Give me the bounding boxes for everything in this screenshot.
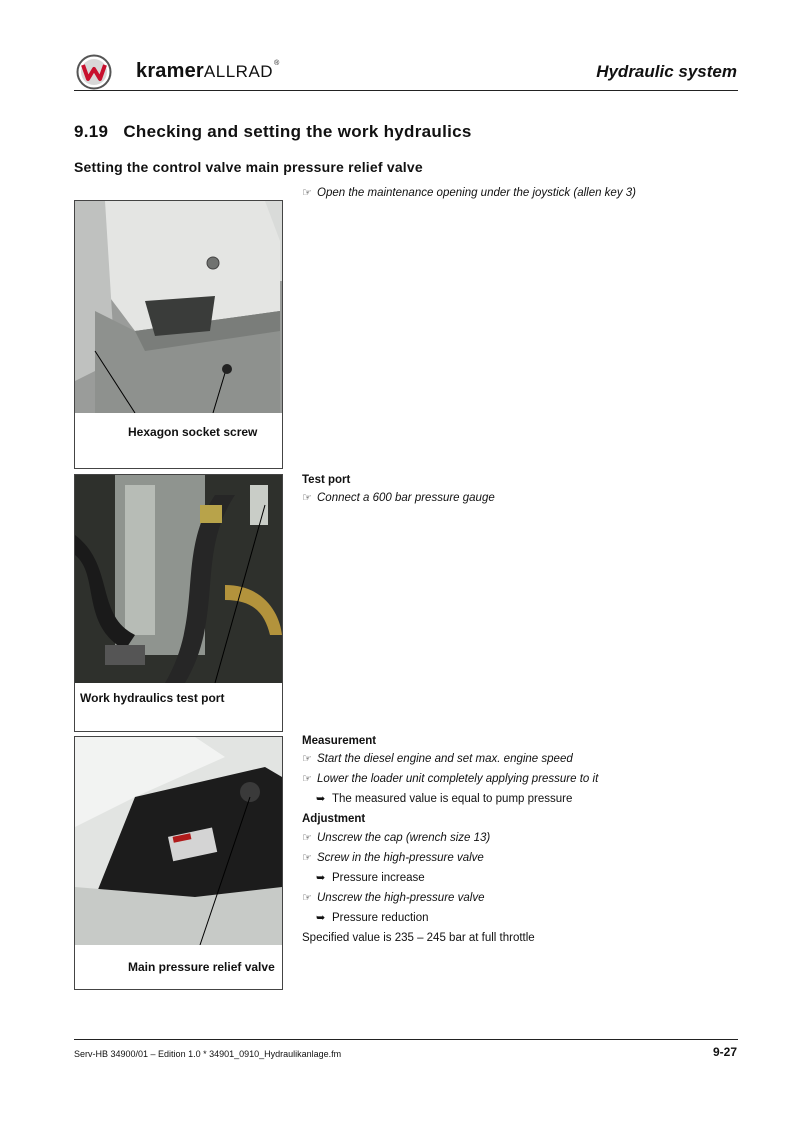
header-divider bbox=[74, 90, 738, 91]
figure-caption: Work hydraulics test port bbox=[80, 691, 225, 705]
section-title: 9.19 Checking and setting the work hydraulics bbox=[74, 122, 472, 141]
brand-bold: kramer bbox=[136, 60, 204, 82]
instruction-text: Open the maintenance opening under the joystick (allen key 3) bbox=[317, 187, 637, 199]
figure-caption: Hexagon socket screw bbox=[128, 425, 258, 439]
footer-divider bbox=[74, 1039, 738, 1040]
hand-pointer-icon: ☞ bbox=[302, 773, 312, 785]
hand-pointer-icon: ☞ bbox=[302, 492, 312, 504]
figure-caption: Main pressure relief valve bbox=[128, 960, 275, 974]
instruction-text: Unscrew the cap (wrench size 13) bbox=[317, 832, 491, 844]
figure-hexagon-socket-screw bbox=[74, 200, 283, 469]
result-text: Pressure reduction bbox=[332, 912, 429, 924]
step-unscrew-cap bbox=[302, 831, 490, 845]
hand-pointer-icon: ☞ bbox=[302, 832, 312, 844]
page-number: 9-27 bbox=[712, 1045, 737, 1059]
photo-test-port bbox=[75, 475, 282, 683]
result-arrow-icon: ➥ bbox=[316, 912, 326, 924]
step-unscrew-valve bbox=[302, 891, 484, 905]
instruction-text: Start the diesel engine and set max. engine speed bbox=[317, 753, 573, 765]
photo-maintenance-opening bbox=[75, 201, 282, 413]
instruction-text: Unscrew the high-pressure valve bbox=[317, 892, 485, 904]
test-port-heading: Test port bbox=[302, 474, 351, 486]
brand-name bbox=[136, 60, 279, 83]
result-arrow-icon: ➥ bbox=[316, 793, 326, 805]
specified-value: Specified value is 235 – 245 bar at full throttle bbox=[302, 932, 535, 944]
section-subtitle: Setting the control valve main pressure relief valve bbox=[74, 159, 423, 175]
adjustment-heading: Adjustment bbox=[302, 813, 366, 825]
step-start-engine bbox=[302, 752, 573, 766]
header-title: Hydraulic system bbox=[596, 62, 737, 81]
result-pump-pressure bbox=[316, 792, 572, 806]
footer-doc-info: Serv-HB 34900/01 – Edition 1.0 * 34901_0910_Hydraulikanlage.fm bbox=[74, 1049, 342, 1059]
hand-pointer-icon: ☞ bbox=[302, 753, 312, 765]
hand-pointer-icon: ☞ bbox=[302, 187, 312, 199]
kramer-logo-icon bbox=[76, 54, 112, 90]
result-text: Pressure increase bbox=[332, 872, 425, 884]
result-arrow-icon: ➥ bbox=[316, 872, 326, 884]
step-open-maintenance bbox=[302, 186, 636, 200]
hand-pointer-icon: ☞ bbox=[302, 892, 312, 904]
result-pressure-reduction bbox=[316, 911, 429, 925]
step-lower-loader bbox=[302, 772, 598, 786]
figure-main-pressure-relief-valve bbox=[74, 736, 283, 990]
step-screw-in-valve bbox=[302, 851, 484, 865]
photo-relief-valve bbox=[75, 737, 282, 945]
hand-pointer-icon: ☞ bbox=[302, 852, 312, 864]
instruction-text: Connect a 600 bar pressure gauge bbox=[317, 492, 495, 504]
figure-test-port bbox=[74, 474, 283, 732]
measurement-heading: Measurement bbox=[302, 735, 377, 747]
step-connect-gauge bbox=[302, 491, 495, 505]
result-pressure-increase bbox=[316, 871, 425, 885]
brand-registered: ® bbox=[274, 60, 280, 67]
instruction-text: Screw in the high-pressure valve bbox=[317, 852, 484, 864]
result-text: The measured value is equal to pump pressure bbox=[332, 793, 573, 805]
brand-light: ALLRAD bbox=[203, 62, 274, 81]
instruction-text: Lower the loader unit completely applying pressure to it bbox=[317, 773, 599, 785]
